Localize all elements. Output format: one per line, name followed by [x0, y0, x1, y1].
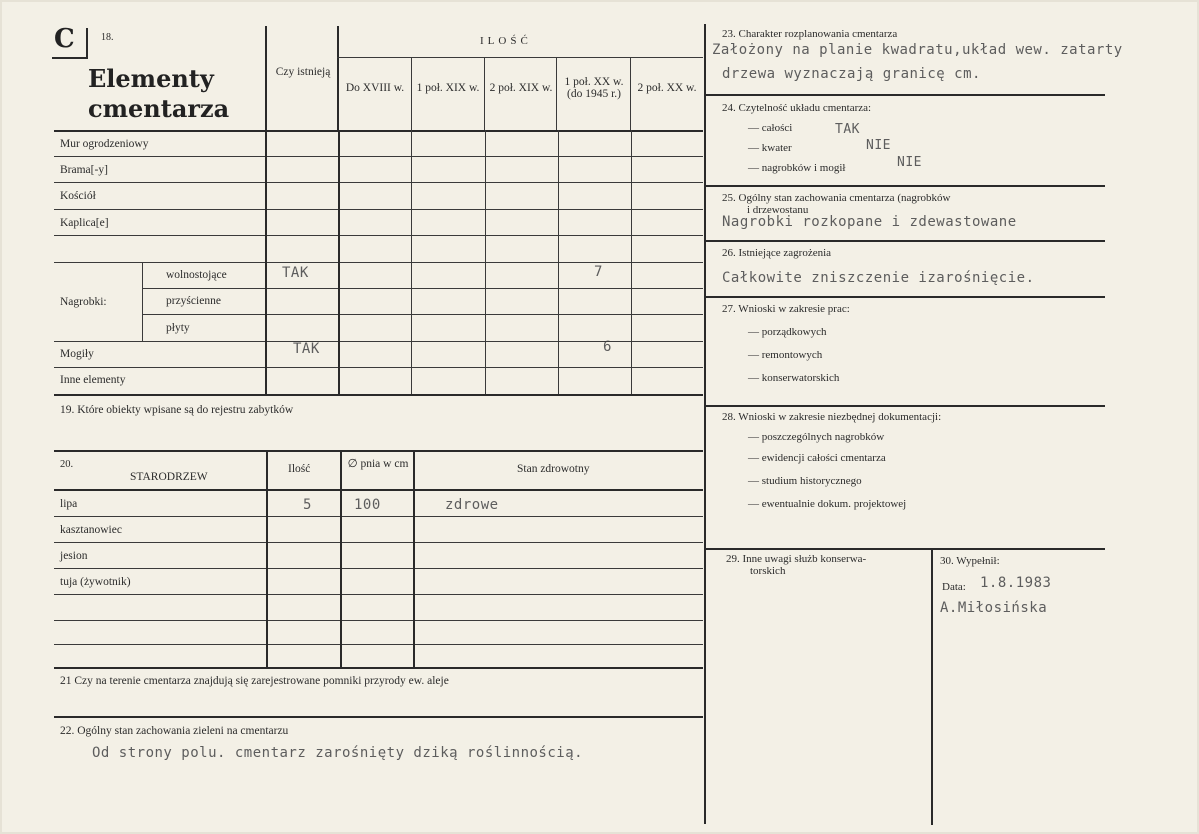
grid-line: [338, 130, 340, 394]
grid-line: [54, 130, 703, 132]
grid-line: [54, 367, 703, 368]
tree-name: tuja (żywotnik): [60, 576, 131, 588]
tree-health: zdrowe: [445, 497, 499, 513]
grid-line: [337, 57, 703, 58]
q24-item-value: TAK: [835, 122, 860, 137]
grid-line: [931, 549, 933, 825]
q24-item-label: — nagrobków i mogił: [748, 162, 846, 174]
exists-value: TAK: [282, 265, 309, 281]
grid-line: [54, 667, 703, 669]
q24-item-value: NIE: [897, 155, 922, 170]
grid-line: [54, 644, 703, 645]
grid-line: [705, 185, 1105, 187]
grid-line: [556, 57, 557, 130]
grid-line: [54, 542, 703, 543]
q24-item-value: NIE: [866, 138, 891, 153]
row-label: Brama[-y]: [60, 164, 108, 176]
row-label: Kościół: [60, 190, 96, 202]
question-19: 19. Które obiekty wpisane są do rejestru zabytków: [60, 404, 294, 416]
grid-line: [54, 209, 703, 210]
grid-line: [705, 296, 1105, 298]
grid-line: [265, 26, 267, 130]
period-header: 1 poł. XX w. (do 1945 r.): [564, 76, 624, 100]
period-header: 2 poł. XIX w.: [489, 82, 553, 94]
grid-line: [54, 394, 703, 396]
grid-line: [705, 240, 1105, 242]
grid-line: [705, 548, 1105, 550]
row-label: płyty: [166, 322, 190, 334]
grid-line: [485, 130, 486, 394]
exists-column-header: Czy istnieją: [275, 66, 331, 78]
grid-line: [265, 130, 267, 394]
question-21: 21 Czy na terenie cmentarza znajdują się zarejestrowane pomniki przyrody ew. aleje: [60, 675, 449, 687]
trees-number: 20.: [60, 459, 74, 470]
grid-line: [54, 182, 703, 183]
q24-item-label: — całości: [748, 122, 793, 134]
q28-item: — poszczególnych nagrobków: [748, 431, 885, 443]
question-25: 25. Ogólny stan zachowania cmentarza (nagrobków: [722, 192, 951, 204]
grid-line: [411, 130, 412, 394]
grid-line: [142, 262, 143, 341]
grid-line: [54, 156, 703, 157]
tree-diameter: 100: [354, 497, 381, 513]
answer-23-line1: Założony na planie kwadratu,układ wew. zatarty: [712, 42, 1123, 58]
grid-line: [54, 716, 703, 718]
grid-line: [54, 235, 703, 236]
q24-item-label: — kwater: [748, 142, 792, 154]
q28-item: — ewentualnie dokum. projektowej: [748, 498, 907, 510]
period-header: Do XVIII w.: [345, 82, 405, 94]
q27-item: — remontowych: [748, 349, 823, 361]
tree-count: 5: [303, 497, 312, 513]
divider: [52, 57, 88, 59]
grid-line: [54, 516, 703, 517]
row-label: Mur ogrodzeniowy: [60, 138, 149, 150]
grid-line: [54, 341, 703, 342]
grid-line: [54, 620, 703, 621]
grid-line: [340, 452, 342, 667]
exists-value: TAK: [293, 341, 320, 357]
field-number-18: 18.: [101, 32, 114, 43]
nagrobki-label: Nagrobki:: [60, 296, 107, 308]
grid-line: [484, 57, 485, 130]
date-value: 1.8.1983: [980, 575, 1052, 591]
divider: [86, 28, 88, 58]
question-29: 29. Inne uwagi służb konserwa-: [726, 553, 867, 565]
answer-22: Od strony polu. cmentarz zarośnięty dziką roślinnością.: [92, 745, 584, 761]
row-label: Inne elementy: [60, 374, 126, 386]
question-23: 23. Charakter rozplanowania cmentarza: [722, 28, 898, 40]
grid-line: [54, 262, 703, 263]
grid-line: [631, 130, 632, 394]
date-label: Data:: [942, 581, 966, 593]
grid-line: [413, 452, 415, 667]
card-letter: C: [54, 24, 75, 54]
grid-line: [705, 94, 1105, 96]
question-30: 30. Wypełnił:: [940, 555, 1000, 567]
question-25-cont: i drzewostanu: [747, 204, 809, 216]
grid-line: [266, 452, 268, 667]
grid-line: [630, 57, 631, 130]
trees-header-count: Ilość: [288, 463, 311, 475]
grid-line: [142, 314, 703, 315]
trees-header-diameter: ∅ pnia w cm: [347, 458, 409, 470]
grid-line: [54, 568, 703, 569]
section-title-line1: Elementy: [88, 64, 214, 93]
question-28: 28. Wnioski w zakresie niezbędnej dokumentacji:: [722, 411, 942, 423]
period-header: 2 poł. XX w.: [637, 82, 697, 94]
grid-line: [558, 130, 559, 394]
question-29-cont: torskich: [750, 565, 786, 577]
count-value: 6: [603, 339, 612, 355]
grid-line: [411, 57, 412, 130]
row-label: wolnostojące: [166, 269, 227, 281]
q27-item: — porządkowych: [748, 326, 827, 338]
q27-item: — konserwatorskich: [748, 372, 840, 384]
filled-by-name: A.Miłosińska: [940, 600, 1048, 616]
quantity-header: ILOŚĆ: [480, 35, 532, 47]
row-label: Kaplica[e]: [60, 217, 109, 229]
question-24: 24. Czytelność układu cmentarza:: [722, 102, 872, 114]
grid-line: [54, 450, 703, 452]
question-26: 26. Istniejące zagrożenia: [722, 247, 832, 259]
grid-line: [54, 594, 703, 595]
tree-name: lipa: [60, 498, 78, 510]
question-27: 27. Wnioski w zakresie prac:: [722, 303, 850, 315]
grid-line: [54, 489, 703, 491]
answer-25: Nagrobki rozkopane i zdewastowane: [722, 214, 1017, 230]
row-label: Mogiły: [60, 348, 94, 360]
section-title-line2: cmentarza: [88, 94, 230, 123]
answer-23-line2: drzewa wyznaczają granicę cm.: [722, 66, 981, 82]
grid-line: [337, 26, 339, 130]
q28-item: — ewidencji całości cmentarza: [748, 452, 886, 464]
trees-header-health: Stan zdrowotny: [517, 463, 590, 475]
period-header: 1 poł. XIX w.: [416, 82, 480, 94]
grid-line: [705, 405, 1105, 407]
q28-item: — studium historycznego: [748, 475, 862, 487]
count-value: 7: [594, 264, 603, 280]
tree-name: kasztanowiec: [60, 524, 122, 536]
answer-26: Całkowite zniszczenie izarośnięcie.: [722, 270, 1035, 286]
question-22: 22. Ogólny stan zachowania zieleni na cmentarzu: [60, 725, 289, 737]
tree-name: jesion: [60, 550, 88, 562]
trees-header-name: STARODRZEW: [130, 471, 208, 483]
grid-line: [142, 288, 703, 289]
row-label: przyścienne: [166, 295, 221, 307]
column-divider: [704, 24, 706, 824]
